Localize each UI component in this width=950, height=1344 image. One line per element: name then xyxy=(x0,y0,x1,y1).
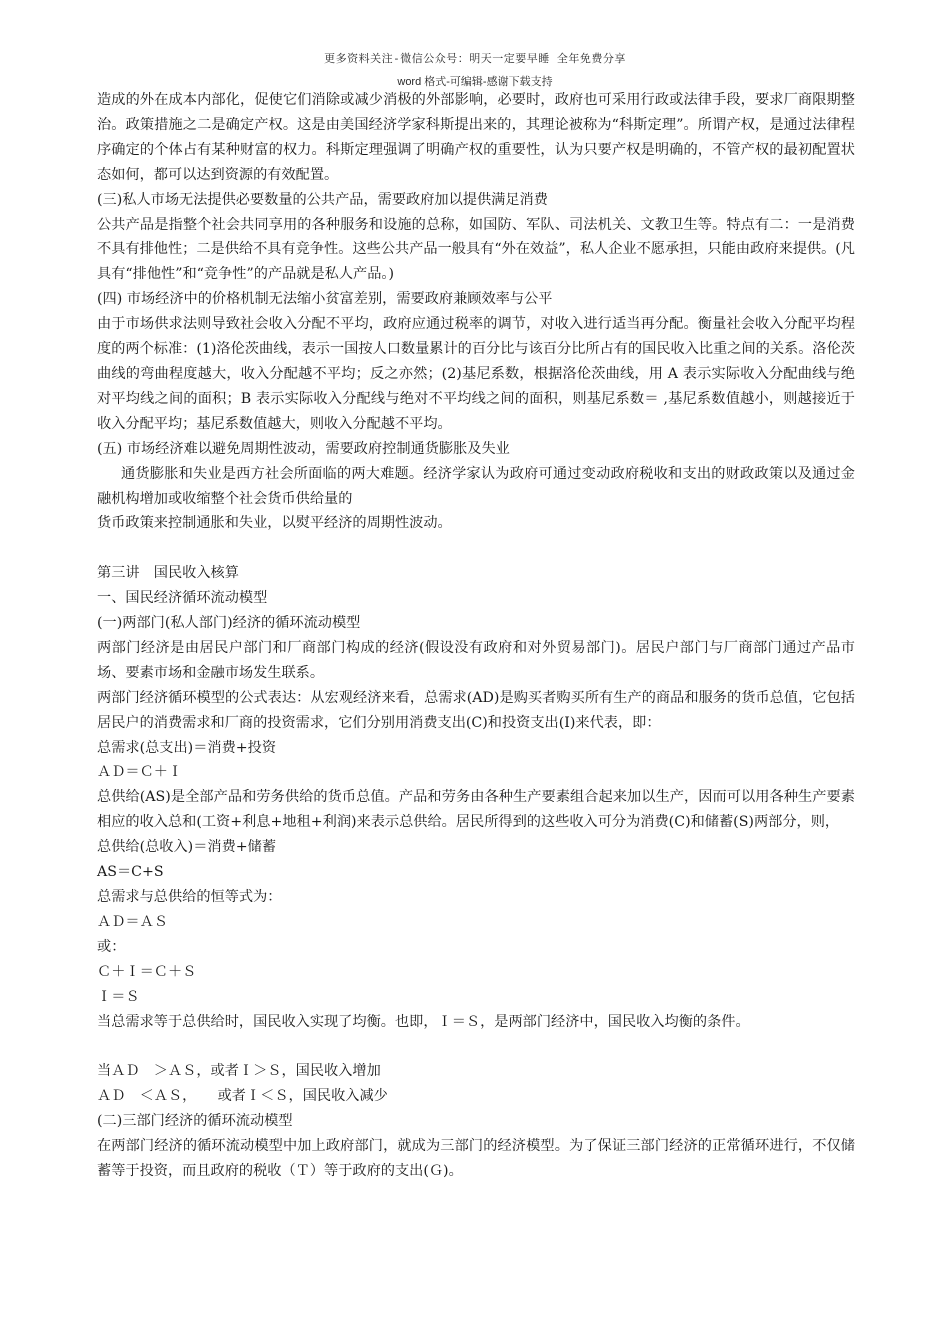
identity-label: 总需求与总供给的恒等式为： xyxy=(97,888,282,905)
header-promo-line: 更多资料关注-微信公众号：明天一定要早睡 全年免费分享 xyxy=(324,52,626,65)
subsection-two-sector: (一)两部门(私人部门)经济的循环流动模型 xyxy=(97,615,361,632)
paragraph-income-distribution: 由于市场供求法则导致社会收入分配不平均，政府应通过税率的调节，对收入进行适当再分配。衡量社会收入分配平均程度的两个标准：(1)洛伦茨曲线，表示一国按人口数量累计的百分比与该百分比所占有的国民收入比重之间的关系。洛伦茨曲线的弯曲程度越大，收入分配越不平均；反之亦然；(2)基尼系数，根据洛伦茨曲线，用 A 表示实际收入分配曲线与绝对平均线之间的面积；B 表示实际收入分配线与绝对不平均线之间的面积，则基尼系数＝ ,基尼系数值越小，则越接近于收入分配平均；基尼系数值越大，则收入分配越不平均。 xyxy=(97,316,855,432)
condition-decrease: ＡＤ ＜ＡＳ， 或者Ｉ＜Ｓ，国民收入减少 xyxy=(97,1088,388,1105)
formula-ad: ＡＤ＝Ｃ＋Ｉ xyxy=(97,764,183,781)
subsection-three-sector: (二)三部门经济的循环流动模型 xyxy=(97,1113,293,1130)
formula-as: AS＝C+S xyxy=(97,864,164,881)
paragraph-aggregate-demand: 两部门经济循环模型的公式表达：从宏观经济来看，总需求(AD)是购买者购买所有生产的商品和服务的货币总值，它包括居民户的消费需求和厂商的投资需求，它们分别用消费支出(C)和投资支出(I)来代表，即： xyxy=(97,689,855,731)
paragraph-aggregate-supply: 总供给(AS)是全部产品和劳务供给的货币总值。产品和劳务由各种生产要素组合起来加以生产，因而可以用各种生产要素相应的收入总和(工资+利息+地租+利润)来表示总供给。居民所得到的这些收入可分为消费(C)和储蓄(S)两部分，则， xyxy=(97,789,855,831)
heading-public-goods: (三)私人市场无法提供必要数量的公共产品，需要政府加以提供满足消费 xyxy=(97,191,548,208)
paragraph-two-sector: 两部门经济是由居民户部门和厂商部门构成的经济(假设没有政府和对外贸易部门)。居民户部门与厂商部门通过产品市场、要素市场和金融市场发生联系。 xyxy=(97,639,855,681)
lecture-title: 第三讲 国民收入核算 xyxy=(97,565,239,582)
spacer xyxy=(97,536,855,561)
formula-ci-cs: Ｃ＋Ｉ＝Ｃ＋Ｓ xyxy=(97,963,197,980)
heading-equity: (四) 市场经济中的价格机制无法缩小贫富差别，需要政府兼顾效率与公平 xyxy=(97,291,553,308)
formula-ad-as: ＡＤ＝ＡＳ xyxy=(97,913,168,930)
document-body xyxy=(97,88,855,1184)
paragraph-equilibrium: 当总需求等于总供给时，国民收入实现了均衡。也即，Ｉ＝Ｓ，是两部门经济中，国民收入均衡的条件。 xyxy=(97,1013,750,1030)
paragraph-three-sector: 在两部门经济的循环流动模型中加上政府部门，就成为三部门的经济模型。为了保证三部门经济的正常循环进行，不仅储蓄等于投资，而且政府的税收（Ｔ）等于政府的支出(Ｇ)。 xyxy=(97,1138,855,1179)
or-label: 或： xyxy=(97,938,126,955)
formula-supply-text: 总供给(总收入)＝消费+储蓄 xyxy=(97,839,277,856)
paragraph-property-rights: 造成的外在成本内部化，促使它们消除或减少消极的外部影响，必要时，政府也可采用行政或法律手段，要求厂商限期整治。政策措施之二是确定产权。这是由美国经济学家科斯提出来的，其理论被称为“科斯定理”。所谓产权，是通过法律程序确定的个体占有某种财富的权力。科斯定理强调了明确产权的重要性，认为只要产权是明确的，不管产权的最初配置状态如何，都可以达到资源的有效配置。 xyxy=(97,92,855,183)
paragraph-inflation: 通货膨胀和失业是西方社会所面临的两大难题。经济学家认为政府可通过变动政府税收和支出的财政政策以及通过金融机构增加或收缩整个社会货币供给量的 xyxy=(97,465,855,507)
paragraph-monetary-policy: 货币政策来控制通胀和失业，以熨平经济的周期性波动。 xyxy=(97,515,452,532)
heading-cycles: (五) 市场经济难以避免周期性波动，需要政府控制通货膨胀及失业 xyxy=(97,440,510,457)
spacer xyxy=(97,1034,855,1059)
section-heading: 一、国民经济循环流动模型 xyxy=(97,590,268,607)
condition-increase: 当ＡＤ ＞ＡＳ，或者Ｉ＞Ｓ，国民收入增加 xyxy=(97,1063,381,1080)
formula-i-s: Ｉ＝Ｓ xyxy=(97,988,140,1005)
header-format-line: word 格式-可编辑-感谢下载支持 xyxy=(397,76,553,88)
formula-demand-text: 总需求(总支出)＝消费+投资 xyxy=(97,739,277,756)
paragraph-public-goods: 公共产品是指整个社会共同享用的各种服务和设施的总称，如国防、军队、司法机关、文教卫生等。特点有二：一是消费不具有排他性；二是供给不具有竞争性。这些公共产品一般具有“外在效益”，私人企业不愿承担，只能由政府来提供。(凡具有“排他性”和“竞争性”的产品就是私人产品。) xyxy=(97,216,855,283)
